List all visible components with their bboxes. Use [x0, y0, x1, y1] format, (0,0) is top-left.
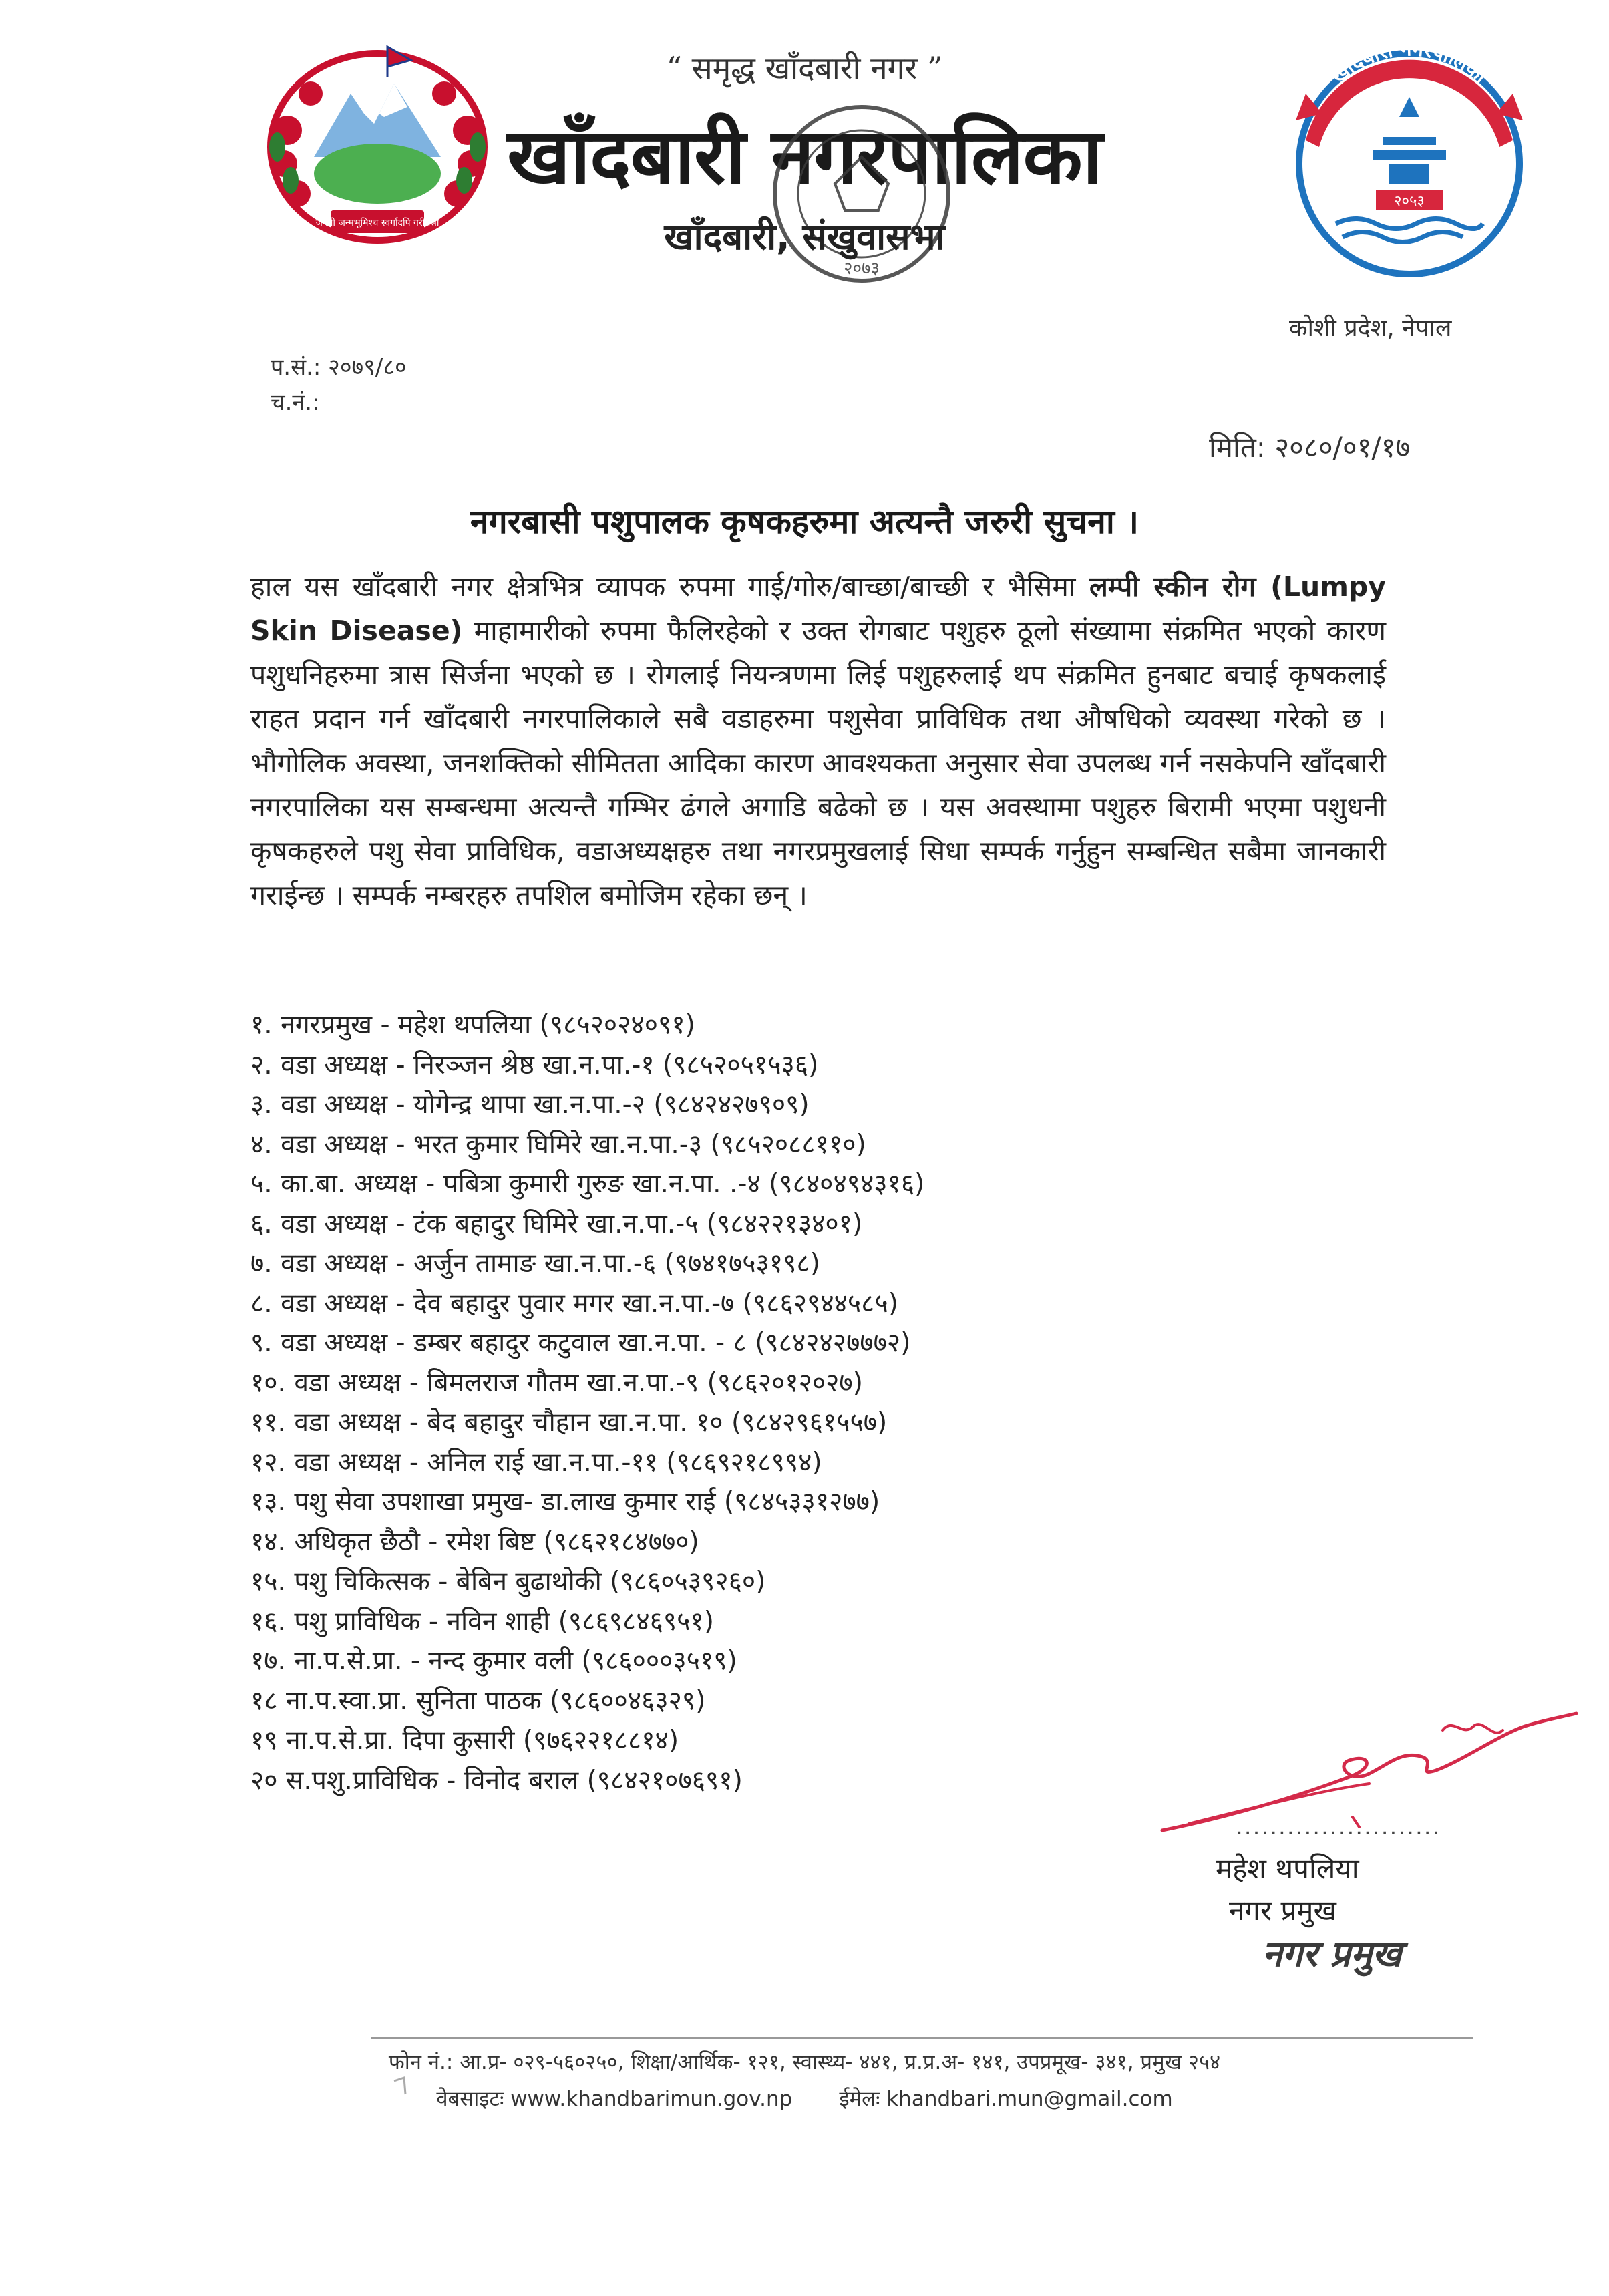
contact-item: ९. वडा अध्यक्ष - डम्बर बहादुर कटुवाल खा.न.पा. - ८ (९८४२४२७७७२)	[250, 1328, 911, 1358]
contact-item: १४. अधिकृत छैठौ - रमेश बिष्ट (९८६२१८४७७०)	[250, 1526, 699, 1557]
letter-number: प.सं.: २०७९/८०	[271, 354, 407, 381]
contact-item: १६. पशु प्राविधिक - नविन शाही (९८६९८४६९५१)	[250, 1606, 714, 1637]
contact-item: ५. का.बा. अध्यक्ष - पबित्रा कुमारी गुरुङ खा.न.पा. .-४ (९८४०४९४३१६)	[250, 1169, 925, 1199]
contact-list	[250, 1005, 1386, 1800]
designation-stamp: नगर प्रमुख	[1262, 1933, 1402, 1975]
contact-item: १९ ना.प.से.प्रा. दिपा कुसारी (९७६२२१८८१४)	[250, 1726, 679, 1756]
contact-item: ११. वडा अध्यक्ष - बेद बहादुर चौहान खा.न.पा. १० (९८४२९६१५५७)	[250, 1408, 888, 1438]
logo-arc-text: खाँदबारी नगरपालिका	[1327, 37, 1491, 89]
corner-mark-icon	[391, 2074, 417, 2101]
office-seal	[761, 84, 962, 304]
contact-item: ३. वडा अध्यक्ष - योगेन्द्र थापा खा.न.पा.-२ (९८४२४२७९०९)	[250, 1090, 810, 1120]
seal-year: २०७३	[843, 259, 880, 279]
province-label: कोशी प्रदेश, नेपाल	[1289, 315, 1452, 342]
contact-item: १३. पशु सेवा उपशाखा प्रमुख- डा.लाख कुमार राई (९८४५३३१२७७)	[250, 1487, 880, 1517]
footer-website: वेबसाइटः www.khandbarimun.gov.np	[436, 2087, 793, 2111]
contact-item: १८ ना.प.स्वा.प्रा. सुनिता पाठक (९८६००४६३२९)	[250, 1685, 706, 1716]
signature-line: ........................	[1236, 1814, 1441, 1840]
emblem-caption: जननी जन्मभूमिश्च स्वर्गादपि गरीयसी	[315, 218, 439, 228]
signatory-name: महेश थपलिया	[1216, 1852, 1359, 1885]
letter-date: मिति: २०८०/०१/१७	[1209, 431, 1411, 464]
footer-phone: फोन नं.: आ.प्र- ०२९-५६०२५०, शिक्षा/आर्थिक- १२१, स्वास्थ्य- ४४१, प्र.प्र.अ- १४१, उपप्रमूख- ३४१, प्रमुख २५४	[388, 2050, 1221, 2074]
dispatch-number: च.नं.:	[271, 389, 320, 416]
footer-contacts	[0, 2084, 1609, 2112]
contact-item: ६. वडा अध्यक्ष - टंक बहादुर घिमिरे खा.न.पा.-५ (९८४२२१३४०१)	[250, 1208, 863, 1239]
contact-item: ४. वडा अध्यक्ष - भरत कुमार घिमिरे खा.न.पा.-३ (९८५२०८८११०)	[250, 1129, 866, 1160]
municipality-title: खाँदबारी नगरपालिका	[507, 111, 1102, 202]
notice-body-main: माहामारीको रुपमा फैलिरहेको र उक्त रोगबाट पशुहरु ठूलो संख्यामा संक्रमित भएको कारण पशुधनिहरुमा त्रास सिर्जना भएको छ । रोगलाई नियन्त्रणमा लिई पशुहरुलाई थप संक्रमित हुनबाट बचाई कृषकलाई राहत प्रदान गर्न खाँदबारी नगरपालिकाले सबै वडाहरुमा पशुसेवा प्राविधिक तथा औषधिको व्यवस्था गरेको छ । भौगोलिक अवस्था, जनशक्तिको सीमितता आदिका कारण आवश्यकता अनुसार सेवा उपलब्ध गर्न नसकेपनि खाँदबारी नगरपालिका यस सम्बन्धमा अत्यन्तै गम्भिर ढंगले अगाडि बढेको छ । यस अवस्थामा पशुहरु बिरामी भएमा पशुधनी कृषकहरुले पशु सेवा प्राविधिक, वडाअध्यक्षहरु तथा नगरप्रमुखलाई सिधा सम्पर्क गर्नुहुन सम्बन्धित सबैमा जानकारी गराईन्छ । सम्पर्क नम्बरहरु तपशिल बमोजिम रहेका छन् ।	[250, 615, 1386, 911]
contact-item: १२. वडा अध्यक्ष - अनिल राई खा.न.पा.-११ (९८६९२१८९९४)	[250, 1447, 822, 1478]
footer-divider	[371, 2037, 1473, 2039]
disease-name: लम्पी स्कीन रोग (Lumpy Skin Disease)	[250, 570, 1386, 647]
contact-item: २० स.पशु.प्राविधिक - विनोद बराल (९८४२१०७६९१)	[250, 1765, 743, 1796]
motto: “ समृद्ध खाँदबारी नगर ”	[666, 50, 943, 86]
logo-year: २०५३	[1394, 193, 1425, 210]
municipality-subtitle: खाँदबारी, संखुवासभा	[664, 216, 945, 258]
contact-item: १५. पशु चिकित्सक - बेबिन बुढाथोकी (९८६०५३९२६०)	[250, 1567, 766, 1597]
footer-email: ईमेलः khandbari.mun@gmail.com	[839, 2087, 1173, 2111]
notice-body-intro: हाल यस खाँदबारी नगर क्षेत्रभित्र व्यापक रुपमा गाई/गोरु/बाच्छा/बाच्छी र भैसिमा	[250, 570, 1089, 603]
contact-item: १. नगरप्रमुख - महेश थपलिया (९८५२०२४०९१)	[250, 1010, 695, 1040]
contact-item: २. वडा अध्यक्ष - निरञ्जन श्रेष्ठ खा.न.पा.-१ (९८५२०५१५३६)	[250, 1049, 819, 1080]
contact-item: ८. वडा अध्यक्ष - देव बहादुर पुवार मगर खा.न.पा.-७ (९८६२९४४५८५)	[250, 1288, 898, 1319]
contact-item: १७. ना.प.से.प्रा. - नन्द कुमार वली (९८६०००३५१९)	[250, 1646, 737, 1676]
signatory-title: नगर प्रमुख	[1229, 1894, 1336, 1927]
contact-item: १०. वडा अध्यक्ष - बिमलराज गौतम खा.न.पा.-९ (९८६२०१२०२७)	[250, 1367, 863, 1398]
notice-body	[250, 564, 1386, 917]
notice-heading: नगरबासी पशुपालक कृषकहरुमा अत्यन्तै जरुरी सुचना ।	[470, 502, 1139, 541]
contact-item: ७. वडा अध्यक्ष - अर्जुन तामाङ खा.न.पा.-६ (९७४१७५३१९८)	[250, 1249, 820, 1279]
